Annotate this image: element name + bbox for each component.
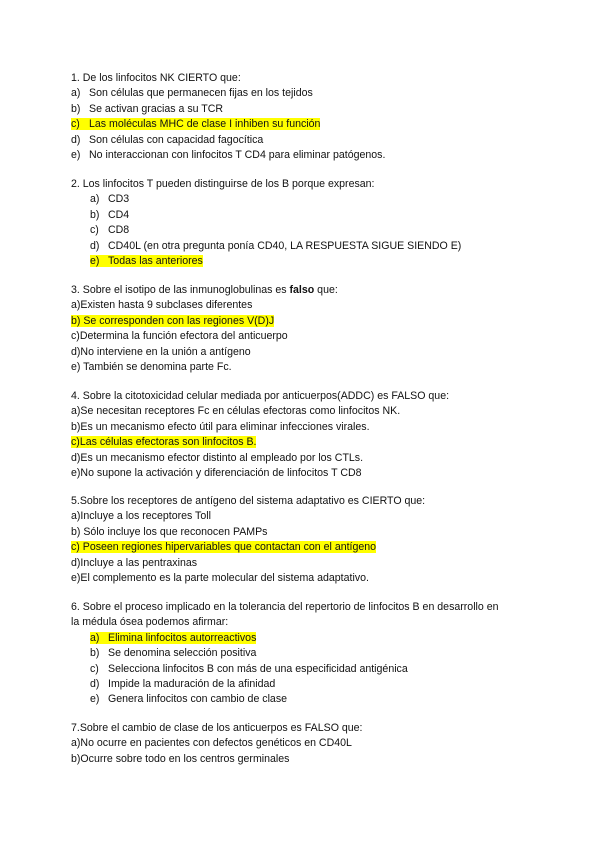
question-7 (71, 721, 531, 767)
question-4 (71, 389, 531, 481)
question-5-stem: 5.Sobre los receptores de antígeno del sistema adaptativo es CIERTO que: (71, 495, 426, 507)
question-3-stem-bold: falso (289, 284, 315, 296)
question-1-option-c: c) Las moléculas MHC de clase I inhiben su función (71, 118, 321, 131)
question-3-option-c: c)Determina la función efectora del anticuerpo (71, 330, 288, 343)
question-6-option-c: c) Selecciona linfocitos B con más de una especificidad antigénica (90, 662, 408, 675)
question-1-option-a: a) Son células que permanecen fijas en los tejidos (71, 87, 313, 100)
question-6-option-b: b) Se denomina selección positiva (90, 647, 257, 660)
question-4-stem: 4. Sobre la citotoxicidad celular mediada por anticuerpos(ADDC) es FALSO que: (71, 390, 450, 402)
question-7-stem: 7.Sobre el cambio de clase de los anticuerpos es FALSO que: (71, 722, 363, 734)
question-4-option-e: e)No supone la activación y diferenciación de linfocitos T CD8 (71, 466, 362, 479)
question-4-option-a: a)Se necesitan receptores Fc en células efectoras como linfocitos NK. (71, 405, 401, 418)
question-5-option-e: e)El complemento es la parte molecular del sistema adaptativo. (71, 571, 369, 584)
question-2-option-d: d) CD40L (en otra pregunta ponía CD40, LA RESPUESTA SIGUE SIENDO E) (90, 239, 462, 252)
question-2-option-e: e) Todas las anteriores (90, 254, 203, 267)
question-4-option-b: b)Es un mecanismo efecto útil para eliminar infecciones virales. (71, 420, 370, 433)
question-3-option-e: e) También se denomina parte Fc. (71, 360, 232, 373)
question-5-option-d: d)Incluye a las pentraxinas (71, 556, 198, 569)
question-1-option-d: d) Son células con capacidad fagocítica (71, 133, 264, 146)
question-7-option-a: a)No ocurre en pacientes con defectos genéticos en CD40L (71, 737, 352, 750)
question-6-stem-line-2: la médula ósea podemos afirmar: (71, 616, 229, 629)
question-6 (71, 600, 531, 708)
question-3-option-b: b) Se corresponden con las regiones V(D)J (71, 314, 275, 327)
question-6-option-e: e) Genera linfocitos con cambio de clase (90, 693, 288, 706)
question-2-option-a: a) CD3 (90, 193, 130, 206)
question-6-option-a: a) Elimina linfocitos autorreactivos (90, 631, 257, 644)
question-1-stem: 1. De los linfocitos NK CIERTO que: (71, 72, 241, 84)
question-2-option-b: b) CD4 (90, 208, 130, 221)
question-2-stem: 2. Los linfocitos T pueden distinguirse de los B porque expresan: (71, 178, 375, 190)
question-4-option-d: d)Es un mecanismo efector distinto al empleado por los CTLs. (71, 451, 364, 464)
question-1-option-b: b) Se activan gracias a su TCR (71, 102, 224, 115)
question-2-option-c: c) CD8 (90, 224, 130, 237)
question-1 (71, 71, 531, 163)
question-3 (71, 283, 531, 375)
question-3-option-d: d)No interviene en la unión a antígeno (71, 345, 251, 358)
question-6-option-d: d) Impide la maduración de la afinidad (90, 677, 276, 690)
question-1-option-e: e) No interaccionan con linfocitos T CD4 para eliminar patógenos. (71, 148, 386, 161)
question-2 (71, 177, 531, 269)
question-5-option-c: c) Poseen regiones hipervariables que contactan con el antígeno (71, 541, 377, 554)
question-7-option-b: b)Ocurre sobre todo en los centros germinales (71, 752, 290, 765)
question-3-option-a: a)Existen hasta 9 subclases diferentes (71, 299, 253, 312)
question-5-option-b: b) Sólo incluye los que reconocen PAMPs (71, 525, 268, 538)
question-5 (71, 494, 531, 586)
question-6-stem-line-1: 6. Sobre el proceso implicado en la tolerancia del repertorio de linfocitos B en desarrollo en (71, 601, 499, 613)
question-5-option-a: a)Incluye a los receptores Toll (71, 510, 211, 523)
question-3-stem: 3. Sobre el isotipo de las inmunoglobulinas es falso que: (71, 284, 338, 296)
question-4-option-c: c)Las células efectoras son linfocitos B. (71, 436, 257, 449)
